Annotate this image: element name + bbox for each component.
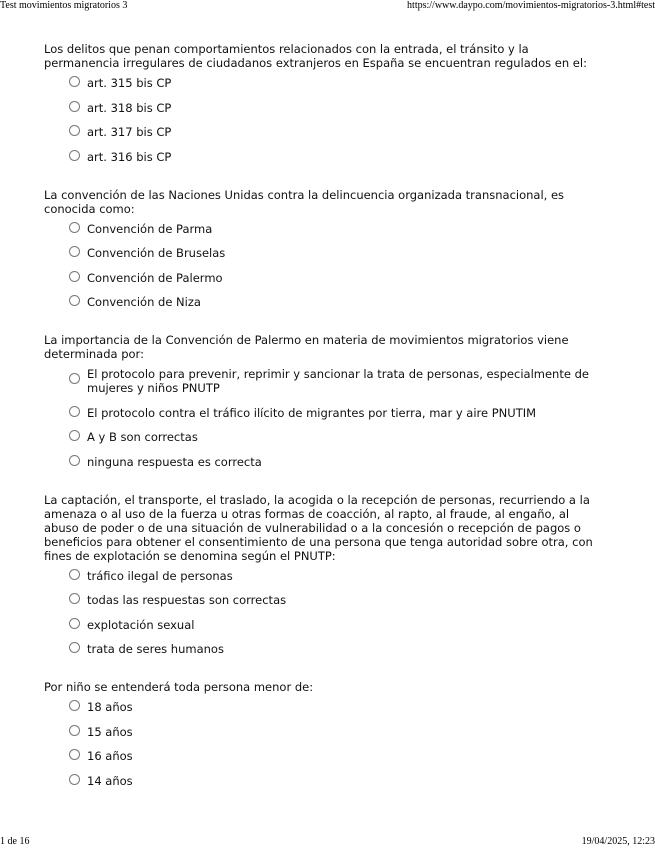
page-title: Test movimientos migratorios 3: [0, 0, 128, 11]
question-text: La importancia de la Convención de Palermo en materia de movimientos migratorios viene determinada por:: [44, 333, 569, 361]
print-footer: [0, 836, 655, 847]
answer-option[interactable]: [44, 618, 604, 632]
radio-button[interactable]: [69, 618, 80, 629]
radio-button[interactable]: [69, 430, 80, 441]
answer-option[interactable]: [44, 125, 604, 139]
option-label: 15 años: [87, 724, 133, 739]
option-label: El protocolo para prevenir, reprimir y sancionar la trata de personas, especialmente de mujeres y niños PNUTP: [87, 367, 589, 395]
question-5: [44, 680, 604, 788]
radio-button[interactable]: [69, 700, 80, 711]
option-label: art. 318 bis CP: [87, 100, 172, 115]
radio-button[interactable]: [69, 569, 80, 580]
print-datetime: 19/04/2025, 12:23: [581, 836, 655, 847]
radio-button[interactable]: [69, 295, 80, 306]
answer-option[interactable]: [44, 774, 604, 788]
page-number: 1 de 16: [0, 836, 30, 847]
option-label: art. 315 bis CP: [87, 76, 172, 90]
print-header: [0, 0, 655, 11]
question-text: La convención de las Naciones Unidas contra la delincuencia organizada transnacional, es conocida como:: [44, 187, 565, 216]
option-label: 18 años: [87, 700, 133, 714]
radio-button[interactable]: [69, 593, 80, 604]
option-label: art. 316 bis CP: [87, 149, 172, 164]
question-2: [44, 188, 604, 310]
answer-option[interactable]: [44, 367, 604, 395]
answer-option[interactable]: [44, 749, 604, 763]
radio-button[interactable]: [69, 271, 80, 282]
option-label: tráfico ilegal de personas: [87, 568, 233, 583]
quiz-content: [44, 42, 604, 812]
option-label: Convención de Bruselas: [87, 246, 226, 260]
answer-option[interactable]: [44, 406, 604, 420]
option-label: todas las respuestas son correctas: [87, 593, 287, 607]
option-label: 14 años: [87, 773, 133, 788]
answer-option[interactable]: [44, 150, 604, 164]
option-label: art. 317 bis CP: [87, 125, 172, 139]
answer-option[interactable]: [44, 222, 604, 236]
radio-button[interactable]: [69, 246, 80, 257]
option-label: 16 años: [87, 749, 133, 763]
radio-button[interactable]: [69, 642, 80, 653]
answer-option[interactable]: [44, 246, 604, 260]
answer-option[interactable]: [44, 295, 604, 309]
option-label: Convención de Niza: [87, 295, 201, 309]
radio-button[interactable]: [69, 725, 80, 736]
radio-button[interactable]: [69, 150, 80, 161]
question-4: [44, 493, 604, 657]
answer-option[interactable]: [44, 569, 604, 583]
answer-option[interactable]: [44, 101, 604, 115]
option-label: A y B son correctas: [87, 430, 198, 444]
radio-button[interactable]: [69, 76, 80, 87]
radio-button[interactable]: [69, 774, 80, 785]
radio-button[interactable]: [69, 101, 80, 112]
radio-button[interactable]: [69, 749, 80, 760]
radio-button[interactable]: [69, 373, 80, 384]
radio-button[interactable]: [69, 406, 80, 417]
radio-button[interactable]: [69, 222, 80, 233]
option-label: explotación sexual: [87, 617, 195, 632]
option-label: Convención de Palermo: [87, 270, 223, 285]
answer-option[interactable]: [44, 430, 604, 444]
question-text: La captación, el transporte, el traslado, la acogida o la recepción de personas, recurriendo a la amenaza o al uso de la fuerza u otras formas de coacción, al rapto, al fraude, al engaño, al abuso de poder o de una situación de vulnerabilidad o a la concesión o recepción de pagos o beneficios para obtener el consentimiento de una persona que tenga autoridad sobre otra, con fines de explotación se denomina según el PNUTP:: [44, 492, 593, 563]
answer-option[interactable]: [44, 725, 604, 739]
question-1: [44, 42, 604, 164]
option-label: Convención de Parma: [87, 221, 213, 236]
answer-option[interactable]: [44, 76, 604, 90]
question-text: Por niño se entenderá toda persona menor de:: [44, 680, 314, 694]
option-label: ninguna respuesta es correcta: [87, 454, 262, 469]
page-url: https://www.daypo.com/movimientos-migratorios-3.html#test: [407, 0, 655, 11]
answer-option[interactable]: [44, 642, 604, 656]
radio-button[interactable]: [69, 125, 80, 136]
answer-option[interactable]: [44, 593, 604, 607]
question-text: Los delitos que penan comportamientos relacionados con la entrada, el tránsito y la permanencia irregulares de ciudadanos extranjeros en España se encuentran regulados en el:: [44, 42, 587, 70]
option-label: El protocolo contra el tráfico ilícito de migrantes por tierra, mar y aire PNUTIM: [87, 405, 537, 420]
answer-option[interactable]: [44, 455, 604, 469]
radio-button[interactable]: [69, 455, 80, 466]
option-label: trata de seres humanos: [87, 642, 224, 656]
question-3: [44, 333, 604, 469]
answer-option[interactable]: [44, 700, 604, 714]
answer-option[interactable]: [44, 271, 604, 285]
